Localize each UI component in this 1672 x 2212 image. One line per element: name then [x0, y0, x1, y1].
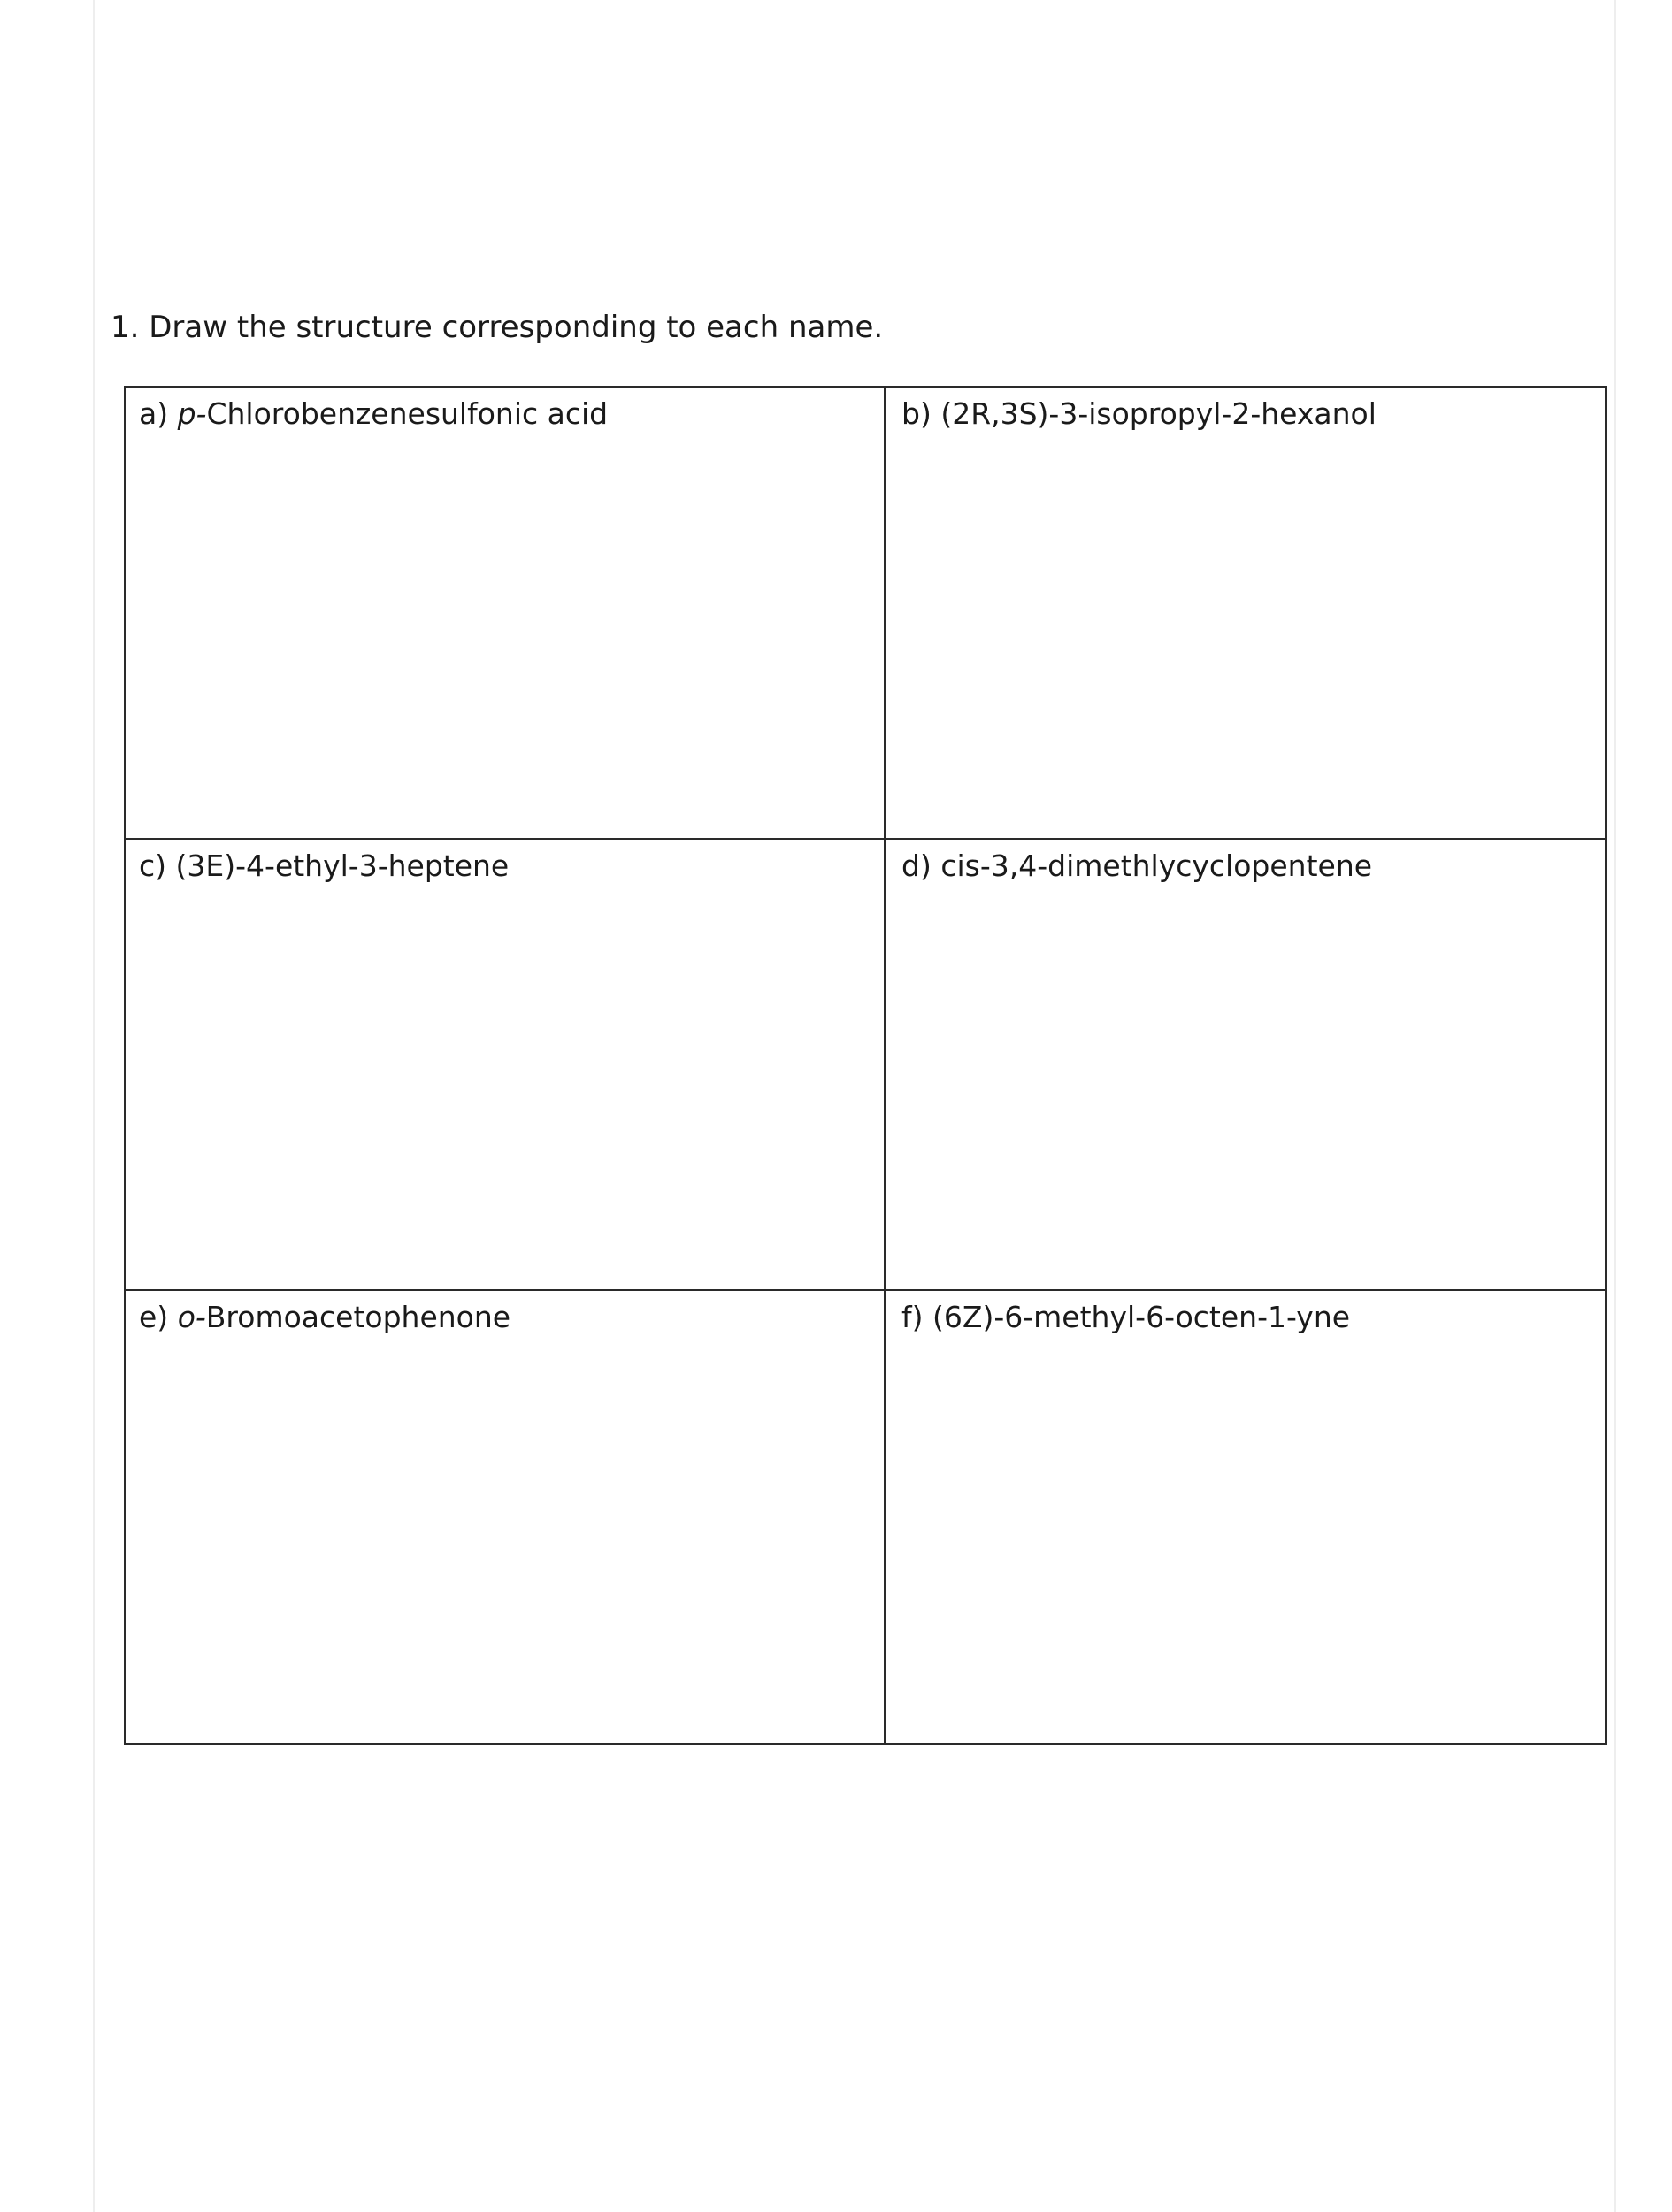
- item-letter: c): [139, 848, 167, 883]
- item-name: (3E)-4-ethyl-3-heptene: [175, 848, 510, 883]
- answer-grid: [124, 386, 1607, 1745]
- item-label-c: [139, 849, 509, 883]
- item-label-b: [901, 396, 1377, 431]
- answer-box-b[interactable]: [886, 388, 1605, 840]
- item-name: (2R,3S)-3-isopropyl-2-hexanol: [940, 396, 1377, 431]
- answer-box-d[interactable]: [886, 840, 1605, 1292]
- answer-box-f[interactable]: [886, 1291, 1605, 1743]
- item-name: Chlorobenzenesulfonic acid: [206, 396, 609, 431]
- item-name: cis-3,4-dimethlycyclopentene: [940, 848, 1373, 883]
- item-prefix: o-: [177, 1300, 206, 1335]
- item-letter: b): [901, 396, 932, 431]
- scan-edge-left: [93, 0, 95, 2212]
- answer-box-e[interactable]: [126, 1291, 886, 1743]
- answer-box-c[interactable]: [126, 840, 886, 1292]
- scan-edge-right: [1614, 0, 1616, 2212]
- answer-box-a[interactable]: [126, 388, 886, 840]
- item-label-e: [139, 1300, 510, 1334]
- item-label-a: [139, 396, 608, 431]
- item-name: (6Z)-6-methyl-6-octen-1-yne: [932, 1300, 1351, 1335]
- item-prefix: p-: [177, 396, 207, 431]
- item-name: Bromoacetophenone: [205, 1300, 511, 1335]
- item-label-f: [901, 1300, 1350, 1334]
- item-label-d: [901, 849, 1372, 883]
- item-letter: a): [139, 396, 169, 431]
- item-letter: f): [901, 1300, 924, 1335]
- question-heading: 1. Draw the structure corresponding to each name.: [111, 310, 884, 345]
- item-letter: e): [139, 1300, 169, 1335]
- item-letter: d): [901, 848, 932, 883]
